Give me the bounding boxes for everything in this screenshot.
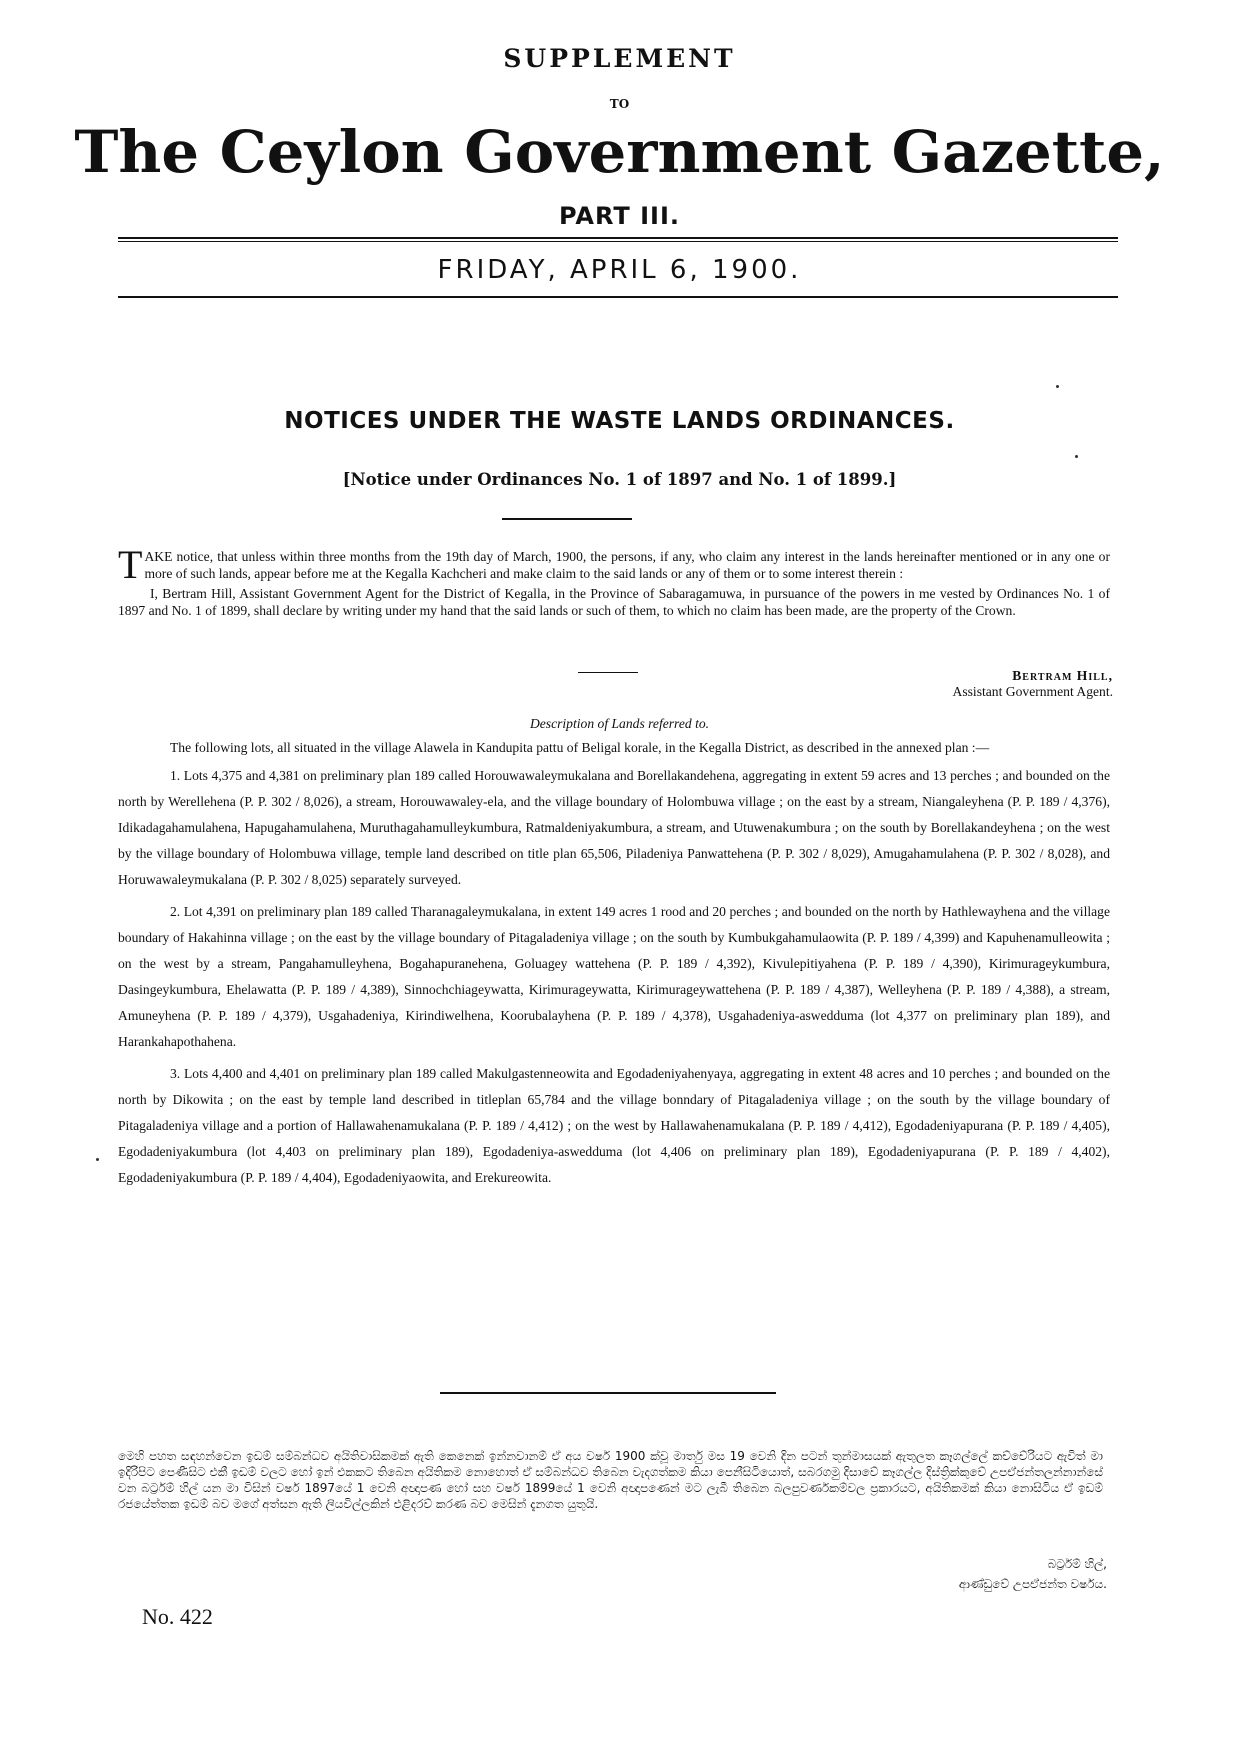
scan-speck (96, 1158, 99, 1161)
to-label: TO (609, 97, 630, 111)
sinhala-signature (959, 1554, 1107, 1594)
notice-heading: NOTICES UNDER THE WASTE LANDS ORDINANCES. (284, 408, 955, 434)
gazette-title: The Ceylon Government Gazette, (74, 118, 1165, 186)
notice-body (118, 542, 1110, 619)
signature-divider (578, 672, 638, 673)
drop-cap: T (118, 542, 143, 587)
description-title: Description of Lands referred to. (529, 716, 710, 731)
description-body (118, 738, 1110, 1191)
sinhala-notice: මෙහි පහත සඳහන්වෙන ඉඩම් සම්බන්ධව අයිතිවාසිකමක් ඇති කෙනෙක් ඉන්නවානම් ඒ අය වර්ෂ 1900 ක්වූ මාර්තු මස 19 වෙනි දින පටන් තුන්මාසයක් ඇතුලත කෑගල්ලේ කච්චේරියට ඇවිත් මා ඉදිරිපිට පෙණීසිට එකී ඉඩම් වලට හෝ ඉන් එකකට තිබෙන අයිතිකම නොහොත් ඒ සම්බන්ධව තිබෙන වැදගත්කම කියා පෙනීසිටියොත්, සබරගමු දිසාවේ කෑගල්ල දිස්ත්‍රික්කුවේ උපඒජන්තලන්නාන්සේ වන බර්ට්‍රම් හිල් යන මා විසින් වර්ෂ 1897යේ 1 වෙනි අඥාපණ හෝ සහ වර්ෂ 1899යේ 1 වෙනි අඥාපණෙන් මට ලැබී තිබෙන බලපුවර්ණකම්වල ප්‍රකාරයට, අයිතිකමක් කියා නොසිටිය ඒ ඉඩම් රජයේත්තක ඉඩම් බව මගේ අත්සන ඇති ලියවිල්ලකින් එළිදරව් කරණ බව මෙසින් දැනගත යුතුයි. (118, 1449, 1103, 1511)
signature-name: Bertram Hill, (1012, 668, 1113, 683)
description-intro: The following lots, all situated in the village Alawela in Kandupita pattu of Beligal korale, in the Kegalla District, as described in the annexed plan :— (170, 740, 990, 755)
lot-2: 2. Lot 4,391 on preliminary plan 189 called Tharanagaleymukalana, in extent 149 acres 1 rood and 20 perches ; and bounded on the north by Hathlewayhena and the village boundary of Hakahinna village ; on the east by the village boundary of Pitagaladeniya village ; on the south by Kumbukgahamulaowita (P. P. 189 / 4,399) and Kapuhenamulleowita ; on the west by a stream, Pangahamulleyhena, Bogahapuranehena, Goluagey wattehena (P. P. 189 / 4,392), Kivulepitiyahena (P. P. 189 / 4,390), Kirimurageykumbura, Dasingeykumbura, Ehelawatta (P. P. 189 / 4,389), Sinnochchiageywatta, Kirimurageywatta, Kirimurageywattehena (P. P. 189 / 4,387), Welleyhena (P. P. 189 / 4,388), a stream, Amuneyhena (P. P. 189 / 4,379), Usgahadeniya, Kirindiwelhena, Koorubalayhena (P. P. 189 / 4,378), Usgahadeniya-aswedduma (lot 4,377 on preliminary plan 189), and Harankahapothahena. (118, 904, 1110, 1049)
signature-title: Assistant Government Agent. (952, 684, 1113, 699)
issue-date: FRIDAY, APRIL 6, 1900. (437, 255, 802, 285)
masthead-rule-bottom (118, 296, 1118, 298)
notice-paragraph-2: I, Bertram Hill, Assistant Government Agent for the District of Kegalla, in the Province of Sabaragamuwa, in pursuance of the powers in me vested by Ordinances No. 1 of 1897 and No. 1 of 1899, shall declare by writing under my hand that the said lands or such of them, to which no claim has been made, are the property of the Crown. (118, 586, 1110, 618)
scan-speck (1056, 385, 1059, 388)
notice-signature (953, 668, 1113, 700)
notice-paragraph-1-text: AKE notice, that unless within three months from the 19th day of March, 1900, the persons, if any, who claim any interest in the lands hereinafter mentioned or in any one or more of such lands, appear before me at the Kegalla Kachcheri and make claim to the said lands or any of them or to some interest therein : (144, 549, 1110, 581)
lot-3: 3. Lots 4,400 and 4,401 on preliminary plan 189 called Makulgastenneowita and Egodadeniyahenyaya, aggregating in extent 48 acres and 10 perches ; and bounded on the north by Dikowita ; on the east by temple land described in titleplan 65,784 and the village bonndary of Pitagaladeniya village ; on the south by the village boundary of Pitagaladeniya village and a portion of Hallawahenamukalana (P. P. 189 / 4,412) ; on the west by Hallawahenamukalana (P. P. 189 / 4,412), Egodadeniyapurana (P. P. 189 / 4,405), Egodadeniyakumbura (lot 4,403 on preliminary plan 189), Egodadeniya-aswedduma (lot 4,406 on preliminary plan 189), Egodadeniyapurana (P. P. 189 / 4,402), Egodadeniyakumbura (P. P. 189 / 4,404), Egodadeniyaowita, and Erekureowita. (118, 1066, 1110, 1185)
divider (502, 518, 632, 520)
supplement-label: SUPPLEMENT (503, 44, 736, 73)
sinhala-signature-title: ආණ්ඩුවේ උපඒජන්ත වර්ෂය. (958, 1577, 1107, 1591)
section-divider (440, 1392, 776, 1394)
gazette-number: No. 422 (142, 1604, 213, 1629)
notice-subheading: [Notice under Ordinances No. 1 of 1897 and No. 1 of 1899.] (342, 470, 897, 489)
masthead-rule-top (118, 237, 1118, 239)
notice-paragraph-1 (118, 542, 1110, 587)
scan-speck (1075, 455, 1078, 458)
sinhala-signature-name: බර්ට්‍රම් හිල්, (1047, 1557, 1107, 1571)
lot-1: 1. Lots 4,375 and 4,381 on preliminary plan 189 called Horouwawaleymukalana and Borellakandehena, aggregating in extent 59 acres and 13 perches ; and bounded on the north by Werellehena (P. P. 302 / 8,026), a stream, Horouwawaley-ela, and the village boundary of Holombuwa village ; on the east by a stream, Niangaleyhena (P. P. 189 / 4,376), Idikadagahamulahena, Hapugahamulahena, Muruthagahamulleykumbura, Ratmaldeniyakumbura, a stream, and Utuwenakumbura ; on the south by Borellakandeyhena ; on the west by the village boundary of Holombuwa village, temple land described on title plan 65,506, Piladeniya Panwattehena (P. P. 302 / 8,029), Amugahamulahena (P. P. 302 / 8,028), and Horuwawaleymukalana (P. P. 302 / 8,025) separately surveyed. (118, 768, 1110, 887)
part-label: PART III. (559, 202, 680, 230)
masthead-rule-top-thin (118, 241, 1118, 242)
